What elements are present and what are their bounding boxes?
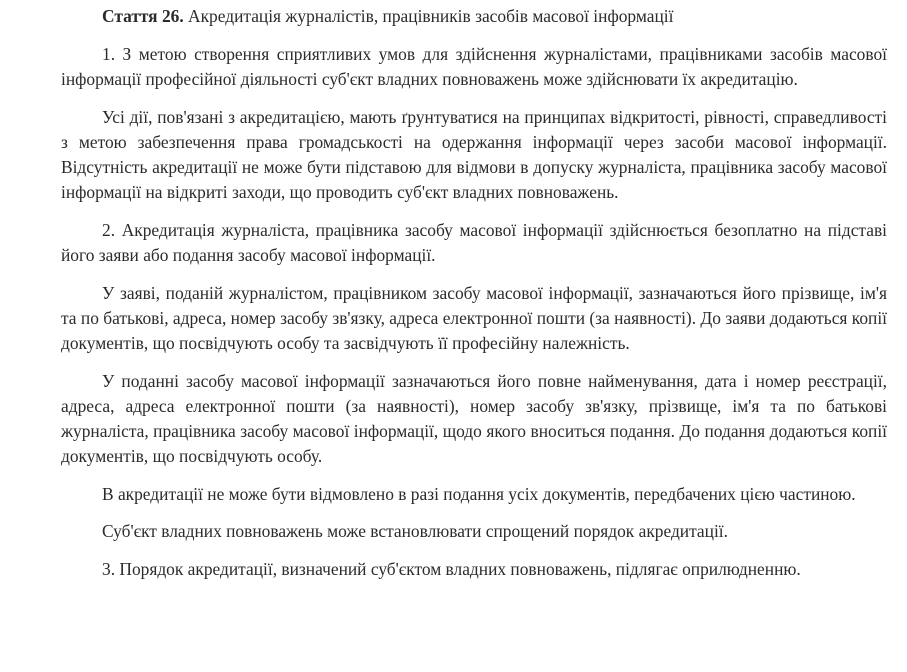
article-number: Стаття 26. <box>102 6 184 26</box>
paragraph-4: У заяві, поданій журналістом, працівником засобу масової інформації, зазначаються його прізвище, ім'я та по батькові, адреса, номер засобу зв'язку, адреса електронної пошти (за наявності). До заяви додаються копії документів, що посвідчують особу та засвідчують її професійну належність. <box>61 282 887 353</box>
paragraph-1: 1. З метою створення сприятливих умов для здійснення журналістами, працівниками засобів масової інформації професійної діяльності суб'єкт владних повноважень може здійснювати їх акредитацію. <box>61 43 887 89</box>
paragraph-5: У поданні засобу масової інформації зазначаються його повне найменування, дата і номер реєстрації, адреса, адреса електронної пошти (за наявності), номер засобу зв'язку, прізвище, ім'я та по батькові журналіста, працівника засобу масової інформації, щодо якого вноситься подання. До подання додаються копії документів, що посвідчують особу. <box>61 370 887 467</box>
paragraph-2: Усі дії, пов'язані з акредитацією, мають ґрунтуватися на принципах відкритості, рівності, справедливості з метою забезпечення права громадськості на одержання інформації через засоби масової інформації. Відсутність акредитації не може бути підставою для відмови в допуску журналіста, працівника засобу масової інформації на відкриті заходи, що проводить суб'єкт владних повноважень. <box>61 106 887 203</box>
paragraph-6: В акредитації не може бути відмовлено в разі подання усіх документів, передбачених цією частиною. <box>102 483 856 504</box>
article-title <box>61 4 887 29</box>
paragraph-3: 2. Акредитація журналіста, працівника засобу масової інформації здійснюється безоплатно на підставі його заяви або подання засобу масової інформації. <box>61 219 887 265</box>
paragraph-8: 3. Порядок акредитації, визначений суб'єктом владних повноважень, підлягає оприлюдненню. <box>102 558 801 579</box>
paragraph-7: Суб'єкт владних повноважень може встановлювати спрощений порядок акредитації. <box>102 521 728 542</box>
article-heading-text: Акредитація журналістів, працівників засобів масової інформації <box>183 6 674 26</box>
